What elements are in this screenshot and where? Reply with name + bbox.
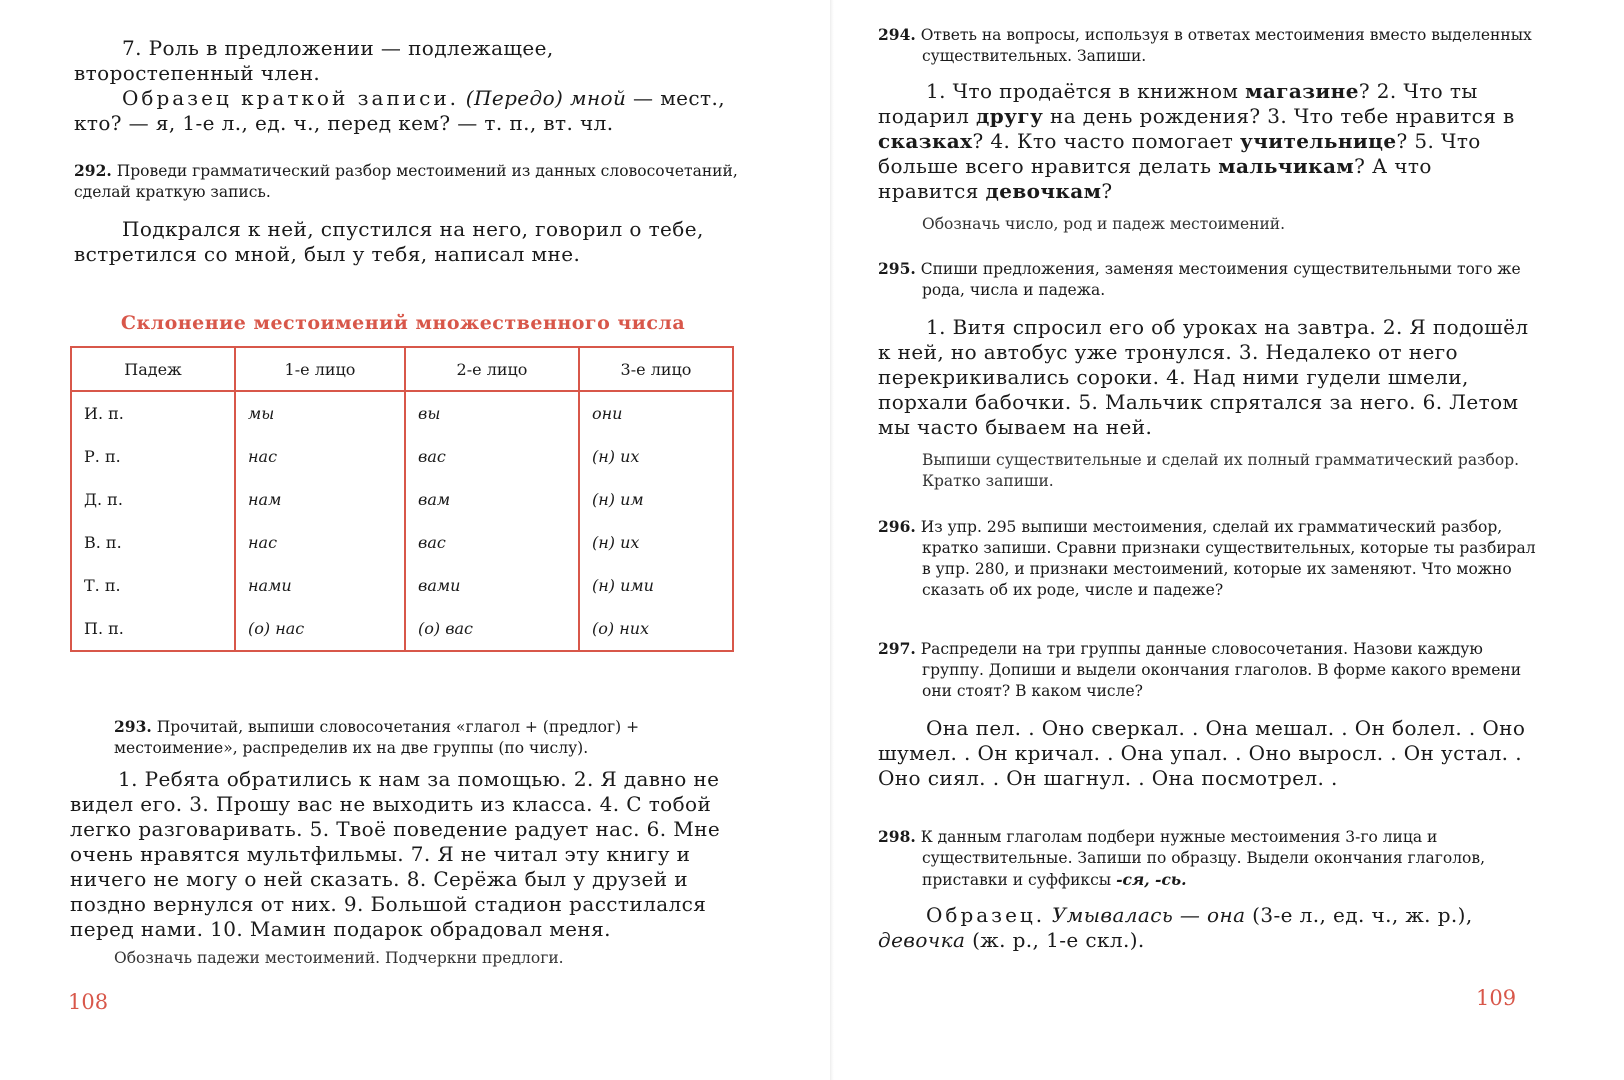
ex293-instruction-text: Прочитай, выпиши словосочетания «глагол + (предлог) + местоимение», распределив их на две группы (по числу). — [114, 718, 640, 757]
page-number-left: 108 — [68, 990, 109, 1014]
ex298-number: 298. — [878, 827, 916, 846]
pronoun-cell: (о) вас — [405, 607, 579, 651]
ex295-instruction-text: Спиши предложения, заменяя местоимения существительными того же рода, числа и падежа. — [920, 260, 1521, 299]
ex294-part: ? — [1101, 179, 1113, 203]
pronoun-cell: (н) им — [592, 490, 644, 509]
ex295-number: 295. — [878, 259, 916, 278]
ex297-text: Она пел. . Оно сверкал. . Она мешал. . Он болел. . Оно шумел. . Он кричал. . Она упал. . Оно выросл. . Он устал. . Оно сиял. . Он шагнул. . Она посмотрел. . — [878, 716, 1526, 790]
case-cell: Д. п. — [71, 478, 235, 521]
case-cell: Р. п. — [71, 435, 235, 478]
ex296-number: 296. — [878, 517, 916, 536]
ex297-number: 297. — [878, 639, 916, 658]
sample-italic: Умывалась — она — [1051, 903, 1246, 927]
exercise-298 — [878, 826, 1538, 953]
sample-rest: — мест., кто? — я, 1-е л., ед. ч., перед кем? — т. п., вт. чл. — [74, 86, 725, 135]
ex295-text: 1. Витя спросил его об уроках на завтра. 2. Я подошёл к ней, но автобус уже тронулся. 3. Недалеко от него перекрикивались сороки. 4. Над ними гудели шмели, порхали бабочки. 5. Мальчик спрятался за него. 6. Летом мы часто бываем на ней. — [878, 315, 1529, 439]
sample-label: Образец. — [926, 903, 1046, 927]
header-3rd-person: 3-е лицо — [579, 347, 733, 391]
pronoun-cell: нами — [235, 564, 405, 607]
ex297-instruction — [878, 638, 1538, 702]
case-cell: И. п. — [71, 391, 235, 435]
highlighted-noun: магазине — [1245, 79, 1359, 103]
ex293-task: Обозначь падежи местоимений. Подчеркни предлоги. — [114, 949, 564, 967]
pronoun-cell: (о) нас — [235, 607, 405, 651]
ex294-instruction — [878, 24, 1538, 67]
exercise-297 — [878, 638, 1538, 791]
pronoun-cell: (о) них — [592, 619, 650, 638]
right-page — [812, 0, 1624, 1080]
table-header-row — [71, 347, 733, 391]
page-number-right: 109 — [1476, 986, 1517, 1010]
header-2nd-person: 2-е лицо — [405, 347, 579, 391]
ex292-instruction — [74, 160, 740, 203]
ex294-text — [878, 79, 1538, 204]
sample-mid: (3-е л., ед. ч., ж. р.), — [1252, 903, 1473, 927]
ex292-number: 292. — [74, 161, 112, 180]
pronoun-cell: (н) их — [592, 447, 640, 466]
item-7-text: 7. Роль в предложении — подлежащее, второстепенный член. — [74, 36, 554, 85]
ex294-part: ? 2. Что ты подарил — [878, 79, 1478, 128]
declension-table — [70, 346, 734, 652]
table-row — [71, 564, 733, 607]
pronoun-cell: вас — [405, 521, 579, 564]
pronoun-cell: вас — [405, 435, 579, 478]
highlighted-noun: сказках — [878, 129, 973, 153]
item-7 — [74, 36, 740, 136]
ex295-task: Выпиши существительные и сделай их полный грамматический разбор. Кратко запиши. — [922, 451, 1520, 490]
ex298-suffixes: -ся, -сь. — [1116, 870, 1187, 889]
ex293-text: 1. Ребята обратились к нам за помощью. 2. Я давно не видел его. 3. Прошу вас не выходить из класса. 4. С тобой легко разговаривать. 5. Твоё поведение радует нас. 6. Мне очень нравятся мультфильмы. 7. Я не читал эту книгу и ничего не могу о ней сказать. 8. Серёжа был у друзей и поздно вернулся от них. 9. Большой стадион расстилался перед нами. 10. Мамин подарок обрадовал меня. — [70, 767, 721, 941]
case-cell: В. п. — [71, 521, 235, 564]
highlighted-noun: девочкам — [985, 179, 1102, 203]
pronoun-cell: нам — [235, 478, 405, 521]
table-title: Склонение местоимений множественного числа — [120, 312, 686, 334]
pronoun-cell: (н) ими — [592, 576, 654, 595]
highlighted-noun: мальчикам — [1218, 154, 1355, 178]
pronoun-cell: нас — [235, 521, 405, 564]
ex298-instruction — [878, 826, 1538, 891]
sample-italic-2: девочка — [878, 928, 966, 952]
case-cell: П. п. — [71, 607, 235, 651]
sample-end: (ж. р., 1-е скл.). — [972, 928, 1145, 952]
pronoun-cell: они — [592, 404, 623, 423]
ex294-number: 294. — [878, 25, 916, 44]
ex294-part: ? А что нравится — [878, 154, 1432, 203]
ex294-part: ? 5. Что больше всего нравится делать — [878, 129, 1481, 178]
ex298-instruction-text: К данным глаголам подбери нужные местоимения 3-го лица и существительные. Запиши по образцу. Выдели окончания глаголов, приставки и суффиксы — [920, 828, 1486, 889]
ex294-task: Обозначь число, род и падеж местоимений. — [922, 215, 1286, 233]
table-row — [71, 391, 733, 435]
pronoun-cell: вами — [405, 564, 579, 607]
ex298-sample — [878, 903, 1538, 953]
exercise-293 — [70, 716, 740, 969]
exercise-292 — [74, 160, 740, 267]
ex297-instruction-text: Распредели на три группы данные словосочетания. Назови каждую группу. Допиши и выдели окончания глаголов. В форме какого времени они стоят? В каком числе? — [920, 640, 1522, 700]
ex292-instruction-text: Проведи грамматический разбор местоимений из данных словосочетаний, сделай краткую запись. — [74, 162, 738, 201]
exercise-295 — [878, 258, 1538, 492]
ex296-instruction-text: Из упр. 295 выпиши местоимения, сделай их грамматический разбор, кратко запиши. Сравни признаки существительных, которые ты разбирал в упр. 280, и признаки местоимений, которые их заменяют. Что можно сказать об их роде, числе и падеже? — [920, 518, 1536, 599]
exercise-294 — [878, 24, 1538, 235]
ex293-number: 293. — [114, 717, 152, 736]
table-row — [71, 607, 733, 651]
highlighted-noun: учительнице — [1240, 129, 1397, 153]
ex294-part: ? 4. Кто часто помогает — [972, 129, 1240, 153]
sample-italic: (Передо) мной — [465, 86, 627, 110]
pronoun-cell: вам — [405, 478, 579, 521]
table-row — [71, 521, 733, 564]
ex294-instruction-text: Ответь на вопросы, используя в ответах местоимения вместо выделенных существительных. Запиши. — [920, 26, 1532, 65]
pronoun-cell: (н) их — [592, 533, 640, 552]
table-row — [71, 478, 733, 521]
sample-label: Образец краткой записи. — [122, 86, 460, 110]
pronoun-cell: мы — [235, 391, 405, 435]
ex295-instruction — [878, 258, 1538, 301]
ex294-part: 1. Что продаётся в книжном — [926, 79, 1246, 103]
ex296-instruction — [878, 516, 1538, 601]
header-1st-person: 1-е лицо — [235, 347, 405, 391]
declension-table-wrap — [70, 346, 734, 652]
ex292-text: Подкрался к ней, спустился на него, говорил о тебе, встретился со мной, был у тебя, написал мне. — [74, 217, 704, 266]
exercise-296 — [878, 516, 1538, 601]
case-cell: Т. п. — [71, 564, 235, 607]
pronoun-cell: вы — [405, 391, 579, 435]
header-case: Падеж — [71, 347, 235, 391]
item-7-sample — [74, 86, 740, 136]
ex293-instruction — [70, 716, 740, 759]
table-row — [71, 435, 733, 478]
pronoun-cell: нас — [235, 435, 405, 478]
ex294-part: на день рождения? 3. Что тебе нравится в — [1043, 104, 1515, 128]
highlighted-noun: другу — [976, 104, 1044, 128]
